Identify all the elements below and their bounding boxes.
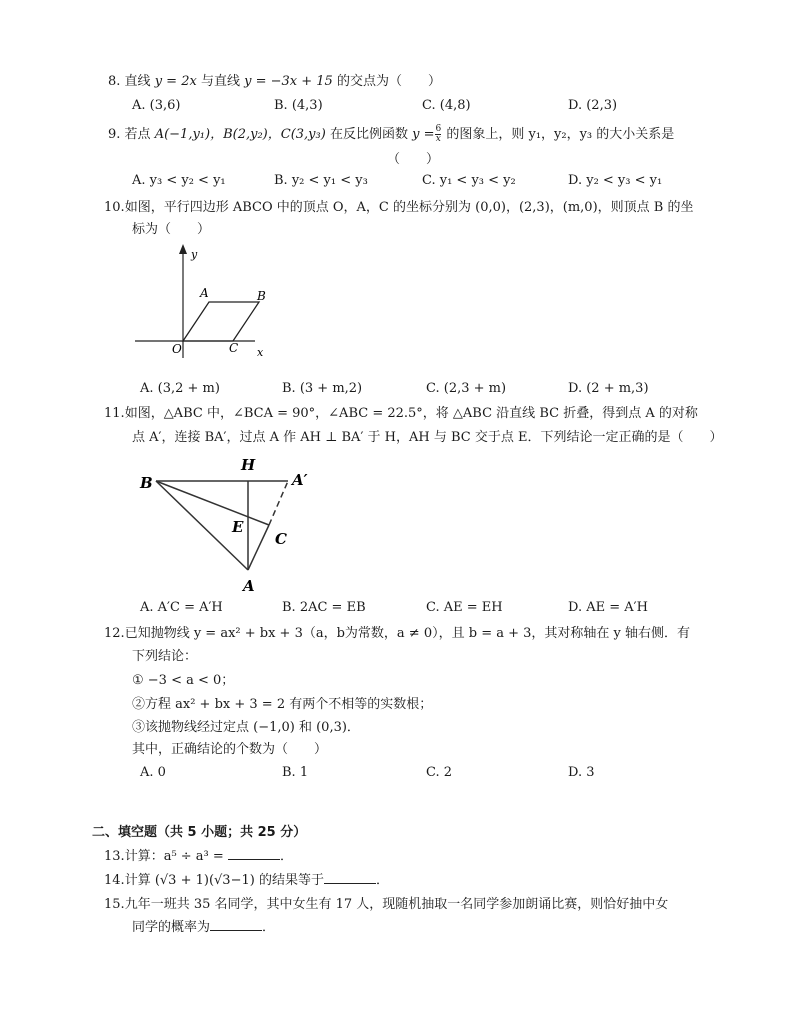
label-e: E bbox=[232, 518, 244, 536]
parallelogram-abco bbox=[183, 302, 259, 341]
q13-end: ． bbox=[279, 849, 293, 864]
q9-stem bbox=[108, 125, 674, 144]
y-axis-arrow-icon bbox=[179, 244, 187, 254]
q15-end: ． bbox=[262, 920, 276, 935]
q15-answer-blank[interactable] bbox=[210, 918, 262, 931]
q9-option-d[interactable]: D. y₂ < y₃ < y₁ bbox=[568, 173, 663, 188]
q13-answer-blank[interactable] bbox=[228, 847, 280, 860]
q11-option-d[interactable]: D. AE = A′H bbox=[568, 600, 648, 615]
label-b: B bbox=[140, 474, 153, 492]
q15-number: 15. bbox=[104, 897, 125, 912]
q8-stem bbox=[108, 73, 441, 91]
q9-option-c[interactable]: C. y₁ < y₃ < y₂ bbox=[422, 173, 516, 188]
q8-text-c: 的交点为（ ） bbox=[336, 74, 441, 89]
q15-stem-line1 bbox=[104, 896, 668, 914]
q10-option-a[interactable]: A. (3,2 + m) bbox=[140, 381, 220, 396]
q9-answer-paren: （ ） bbox=[387, 152, 440, 167]
q12-conclusion-3: ③该抛物线经过定点 (−1,0) 和 (0,3)． bbox=[132, 720, 360, 735]
q10-option-b[interactable]: B. (3 + m,2) bbox=[282, 381, 363, 396]
label-y: y bbox=[191, 248, 198, 261]
q8-option-c[interactable]: C. (4,8) bbox=[422, 98, 471, 113]
q9-text-c: 的图象上，则 y₁，y₂，y₃ 的大小关系是 bbox=[446, 127, 675, 142]
q8-text-b: 与直线 bbox=[200, 74, 240, 89]
q11-option-c[interactable]: C. AE = EH bbox=[426, 600, 503, 615]
label-b: B bbox=[257, 289, 266, 303]
q9-text-a: 若点 bbox=[124, 127, 151, 142]
q9-option-a[interactable]: A. y₃ < y₂ < y₁ bbox=[132, 173, 226, 188]
q8-option-a[interactable]: A. (3,6) bbox=[132, 98, 181, 113]
q12-stem-line1 bbox=[104, 625, 690, 643]
q12-option-c[interactable]: C. 2 bbox=[426, 765, 453, 780]
q11-option-b[interactable]: B. 2AC = EB bbox=[282, 600, 366, 615]
q9-fraction bbox=[435, 125, 441, 144]
q11-option-a[interactable]: A. A′C = A′H bbox=[140, 600, 223, 615]
q11-stem-line2: 点 A′，连接 BA′，过点 A 作 AH ⊥ BA′ 于 H，AH 与 BC 交于点 E．下列结论一定正确的是（ ） bbox=[132, 430, 723, 445]
label-x: x bbox=[257, 346, 264, 359]
q15-stem-line2 bbox=[132, 918, 275, 937]
label-a: A bbox=[200, 286, 209, 300]
q13-stem bbox=[104, 847, 293, 866]
label-a: A bbox=[243, 577, 255, 595]
q11-figure-triangle bbox=[130, 450, 330, 600]
q8-equation-2: y = −3x + 15 bbox=[244, 74, 333, 89]
q13-number: 13. bbox=[104, 849, 125, 864]
q12-conclusion-1: ① −3 < a < 0； bbox=[132, 673, 235, 688]
q14-number: 14. bbox=[104, 873, 125, 888]
q14-answer-blank[interactable] bbox=[324, 871, 376, 884]
label-o: O bbox=[172, 342, 182, 356]
q9-points: A(−1,y₁)，B(2,y₂)，C(3,y₃) bbox=[154, 127, 326, 142]
q11-number: 11. bbox=[104, 406, 125, 421]
q14-text: 计算 (√3 + 1)(√3−1) 的结果等于 bbox=[124, 873, 324, 888]
q8-text-a: 直线 bbox=[124, 74, 151, 89]
q15-text-1: 九年一班共 35 名同学，其中女生有 17 人，现随机抽取一名同学参加朗诵比赛，则恰好抽中女 bbox=[124, 897, 669, 912]
label-a-prime: A′ bbox=[292, 471, 308, 489]
q12-stem-line3: 其中，正确结论的个数为（ ） bbox=[132, 742, 328, 757]
q9-number: 9. bbox=[108, 127, 121, 142]
q8-equation-1: y = 2x bbox=[154, 74, 197, 89]
q12-option-d[interactable]: D. 3 bbox=[568, 765, 595, 780]
label-h: H bbox=[241, 456, 256, 474]
q9-function-lhs: y = bbox=[412, 127, 435, 142]
q10-stem-line2: 标为（ ） bbox=[132, 222, 211, 237]
q12-option-a[interactable]: A. 0 bbox=[140, 765, 166, 780]
q10-number: 10. bbox=[104, 200, 125, 215]
q10-stem-line1 bbox=[104, 199, 693, 217]
q12-option-b[interactable]: B. 1 bbox=[282, 765, 309, 780]
q11-stem-line1 bbox=[104, 405, 698, 423]
q9-text-b: 在反比例函数 bbox=[329, 127, 408, 142]
q15-text-2: 同学的概率为 bbox=[132, 920, 211, 935]
q10-option-d[interactable]: D. (2 + m,3) bbox=[568, 381, 649, 396]
q8-number: 8. bbox=[108, 74, 121, 89]
segment-ca-prime-dashed bbox=[269, 481, 288, 525]
q8-option-d[interactable]: D. (2,3) bbox=[568, 98, 618, 113]
label-c: C bbox=[229, 341, 239, 355]
q9-fraction-numerator: 6 bbox=[435, 124, 442, 134]
q12-number: 12. bbox=[104, 626, 125, 641]
q11-text-1: 如图，△ABC 中，∠BCA = 90°，∠ABC = 22.5°，将 △ABC 沿直线 BC 折叠，得到点 A 的对称 bbox=[124, 406, 698, 421]
q12-text-1: 已知抛物线 y = ax² + bx + 3（a，b为常数，a ≠ 0），且 b = a + 3，其对称轴在 y 轴右侧．有 bbox=[124, 626, 691, 641]
segment-ac bbox=[248, 525, 269, 570]
segment-bc bbox=[156, 481, 269, 525]
label-c: C bbox=[275, 530, 287, 548]
q10-text-1: 如图，平行四边形 ABCO 中的顶点 O，A，C 的坐标分别为 (0,0)，(2,3)，(m,0)，则顶点 B 的坐 bbox=[124, 200, 694, 215]
q13-text: 计算：a⁵ ÷ a³ = bbox=[124, 849, 224, 864]
q12-conclusion-2: ②方程 ax² + bx + 3 = 2 有两个不相等的实数根； bbox=[132, 697, 433, 712]
q10-figure-coordinate-plane bbox=[130, 240, 280, 365]
q9-option-b[interactable]: B. y₂ < y₁ < y₃ bbox=[274, 173, 368, 188]
q8-option-b[interactable]: B. (4,3) bbox=[274, 98, 323, 113]
q14-stem bbox=[104, 871, 389, 890]
section-2-heading: 二、填空题（共 5 小题；共 25 分） bbox=[92, 825, 307, 840]
q14-end: ． bbox=[375, 873, 389, 888]
q12-stem-line2: 下列结论： bbox=[132, 649, 198, 664]
q10-option-c[interactable]: C. (2,3 + m) bbox=[426, 381, 507, 396]
q9-fraction-denominator: x bbox=[435, 134, 441, 144]
